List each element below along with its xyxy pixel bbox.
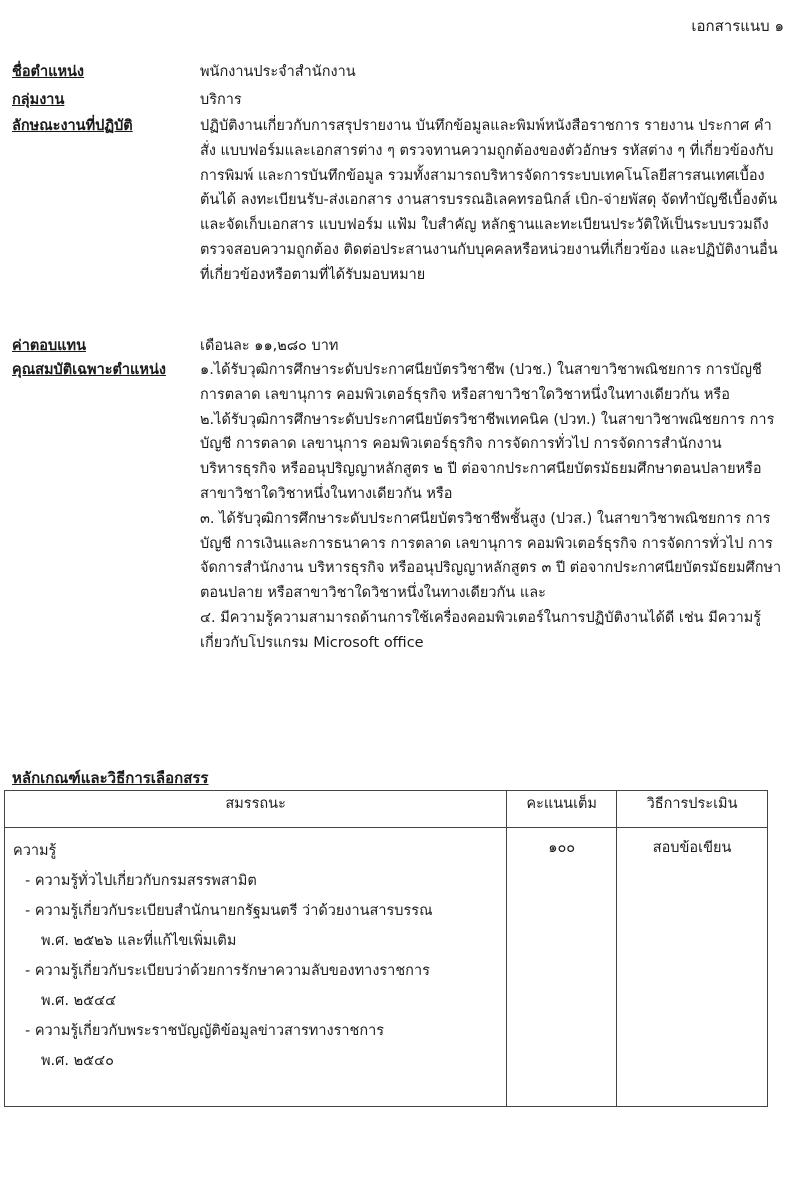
position-value: พนักงานประจำสำนักงาน	[200, 64, 356, 80]
assessment-method-cell: สอบข้อเขียน	[617, 828, 768, 1107]
salary-value: เดือนละ ๑๑,๒๘๐ บาท	[200, 338, 339, 354]
competency-cell	[5, 828, 507, 1107]
qualifications-row	[12, 358, 782, 656]
qualifications-label: คุณสมบัติเฉพาะตำแหน่ง	[12, 362, 166, 378]
qualifications-list	[200, 358, 782, 656]
table-row	[5, 828, 768, 1107]
knowledge-item-4-cont: พ.ศ. ๒๕๔๐	[41, 1053, 114, 1069]
qualification-item-3: ๓. ได้รับวุฒิการศึกษาระดับประกาศนียบัตรวิชาชีพชั้นสูง (ปวส.) ในสาขาวิชาพณิชยการ การบัญชี การเงินและการธนาคาร การตลาด เลขานุการ คอมพิวเตอร์ธุรกิจ การจัดการทั่วไป การจัดการสำนักงาน บริหารธุรกิจ หรืออนุปริญญาหลักสูตร ๓ ปี ต่อจากประกาศนียบัตรมัธยมศึกษาตอนปลาย หรือสาขาวิชาใดวิชาหนึ่งในทางเดียวกัน และ	[200, 510, 782, 602]
position-label: ชื่อตำแหน่ง	[12, 64, 85, 80]
competency-category: ความรู้	[13, 843, 57, 859]
qualification-item-2: ๒.ได้รับวุฒิการศึกษาระดับประกาศนียบัตรวิชาชีพเทคนิค (ปวท.) ในสาขาวิชาพณิชยการ การบัญชี การตลาด เลขานุการ คอมพิวเตอร์ธุรกิจ การจัดการทั่วไป การจัดการสำนักงาน บริหารธุรกิจ หรืออนุปริญญาหลักสูตร ๒ ปี ต่อจากประกาศนียบัตรมัธยมศึกษาตอนปลายหรือสาขาวิชาใดวิชาหนึ่งในทางเดียวกัน หรือ	[200, 411, 775, 502]
knowledge-item-2: - ความรู้เกี่ยวกับระเบียบสำนักนายกรัฐมนตรี ว่าด้วยงานสารบรรณ	[25, 903, 433, 919]
group-label: กลุ่มงาน	[12, 92, 65, 108]
duties-value: ปฏิบัติงานเกี่ยวกับการสรุปรายงาน บันทึกข้อมูลและพิมพ์หนังสือราชการ รายงาน ประกาศ คำสั่ง แบบฟอร์มและเอกสารต่าง ๆ ตรวจทานความถูกต้องของตัวอักษร รหัสต่าง ๆ ที่เกี่ยวข้องกับการพิมพ์ และการบันทึกข้อมูล รวมทั้งสามารถบริหารจัดการระบบเทคโนโลยีสารสนเทศเบื้องต้นได้ ลงทะเบียนรับ-ส่งเอกสาร งานสารบรรณอิเลคทรอนิกส์ เบิก-จ่ายพัสดุ จัดทำบัญชีเบื้องต้น และจัดเก็บเอกสาร แบบฟอร์ม แฟ้ม ใบสำคัญ หลักฐานและทะเบียนประวัติให้เป็นระบบรวมถึงตรวจสอบความถูกต้อง ติดต่อประสานงานกับบุคคลหรือหน่วยงานที่เกี่ยวข้อง และปฏิบัติงานอื่นที่เกี่ยวข้องหรือตามที่ได้รับมอบหมาย	[200, 118, 778, 283]
group-row	[12, 88, 782, 113]
header-full-score: คะแนนเต็ม	[507, 791, 617, 828]
knowledge-item-4: - ความรู้เกี่ยวกับพระราชบัญญัติข้อมูลข่าวสารทางราชการ	[25, 1023, 385, 1039]
criteria-table	[4, 790, 768, 1107]
header-assessment-method: วิธีการประเมิน	[617, 791, 768, 828]
knowledge-item-1: - ความรู้ทั่วไปเกี่ยวกับกรมสรรพสามิต	[25, 873, 257, 889]
duties-row	[12, 114, 782, 288]
position-row	[12, 60, 782, 85]
criteria-header-row	[5, 791, 768, 828]
group-value: บริการ	[200, 92, 242, 108]
criteria-title: หลักเกณฑ์และวิธีการเลือกสรร	[12, 769, 209, 787]
salary-row	[12, 334, 782, 359]
knowledge-item-3-cont: พ.ศ. ๒๕๔๔	[41, 993, 117, 1009]
qualification-item-1: ๑.ได้รับวุฒิการศึกษาระดับประกาศนียบัตรวิชาชีพ (ปวช.) ในสาขาวิชาพณิชยการ การบัญชี การตลาด เลขานุการ คอมพิวเตอร์ธุรกิจ หรือสาขาวิชาใดวิชาหนึ่งในทางเดียวกัน หรือ	[200, 362, 762, 403]
header-competency: สมรรถนะ	[5, 791, 507, 828]
full-score-cell: ๑๐๐	[507, 828, 617, 1107]
attachment-label: เอกสารแนบ ๑	[691, 17, 784, 35]
duties-label: ลักษณะงานที่ปฏิบัติ	[12, 118, 133, 134]
salary-label: ค่าตอบแทน	[12, 338, 86, 354]
qualification-item-4: ๔. มีความรู้ความสามารถด้านการใช้เครื่องคอมพิวเตอร์ในการปฏิบัติงานได้ดี เช่น มีความรู้เกี่ยวกับโปรแกรม Microsoft office	[200, 609, 762, 651]
knowledge-item-3: - ความรู้เกี่ยวกับระเบียบว่าด้วยการรักษาความลับของทางราชการ	[25, 963, 430, 979]
knowledge-item-2-cont: พ.ศ. ๒๕๒๖ และที่แก้ไขเพิ่มเติม	[41, 933, 237, 949]
